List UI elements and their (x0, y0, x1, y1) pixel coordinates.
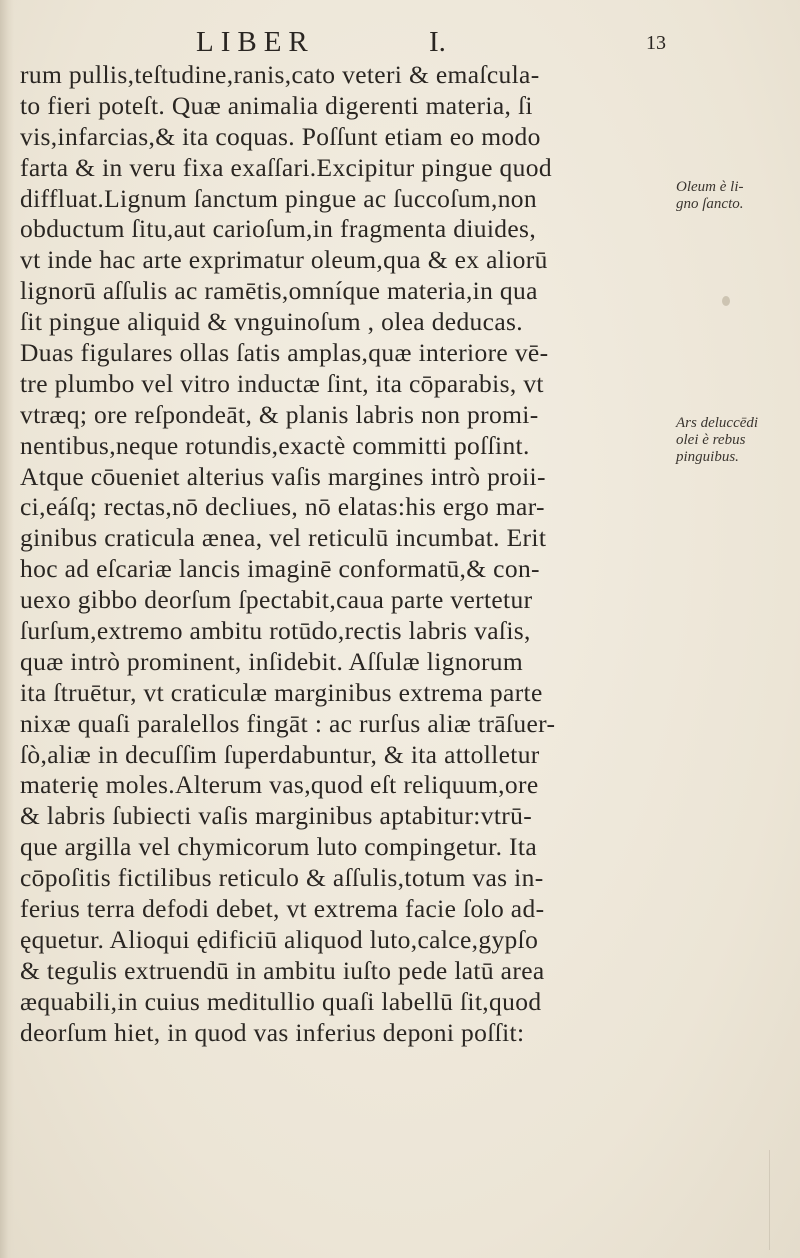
text-line: to fieri poteſt. Quæ animalia digerenti materia, ſi (20, 90, 533, 120)
text-line: tre plumbo vel vitro inductæ ſint, ita cōparabis, vt (20, 368, 544, 398)
text-line: farta & in veru fixa exaſſari.Excipitur pingue quod (20, 152, 552, 182)
text-line: deorſum hiet, in quod vas inferius deponi poſſit: (20, 1017, 525, 1047)
margin-note-line: olei è rebus (676, 432, 746, 448)
text-line: nixæ quaſi paralellos fingāt : ac rurſus aliæ trāſuer- (20, 708, 556, 738)
running-head (196, 26, 666, 62)
text-line: uexo gibbo deorſum ſpectabit,caua parte vertetur (20, 585, 533, 615)
text-line: ſurſum,extremo ambitu rotūdo,rectis labris vaſis, (20, 616, 531, 646)
margin-note (676, 179, 798, 213)
text-line: ſit pingue aliquid & vnguinoſum , olea deducas. (20, 307, 523, 337)
text-line: ginibus craticula ænea, vel reticulū incumbat. Erit (20, 523, 547, 553)
text-line: vt inde hac arte exprimatur oleum,qua & ex aliorū (20, 245, 548, 275)
ink-blot (722, 296, 730, 306)
text-line: æquabili,in cuius meditullio quaſi labellū ſit,quod (20, 986, 542, 1016)
text-line: Duas figulares ollas ſatis amplas,quæ interiore vē- (20, 338, 549, 368)
page-crease (769, 1150, 770, 1250)
margin-note-line: gno ſancto. (676, 196, 744, 212)
text-line: materię moles.Alterum vas,quod eſt reliquum,ore (20, 770, 539, 800)
text-line: cōpoſitis fictilibus reticulo & aſſulis,totum vas in- (20, 863, 544, 893)
binding-shadow (0, 0, 14, 1258)
text-line: lignorū aſſulis ac ramētis,omníque materia,in qua (20, 276, 538, 306)
text-line: ferius terra defodi debet, vt extrema facie ſolo ad- (20, 894, 545, 924)
running-head-title: LIBER (196, 26, 315, 58)
text-line: quæ intrò prominent, inſidebit. Aſſulæ lignorum (20, 646, 524, 676)
text-line: nentibus,neque rotundis,exactè committi poſſint. (20, 430, 530, 460)
text-line: & tegulis extruendū in ambitu iuſto pede latū area (20, 955, 545, 985)
text-line: vtræq; ore reſpondeāt, & planis labris non promi- (20, 399, 539, 429)
text-line: que argilla vel chymicorum luto compingetur. Ita (20, 832, 537, 862)
text-line: rum pullis,teſtudine,ranis,cato veteri & emaſcula- (20, 60, 540, 89)
text-line: obductum ſitu,aut carioſum,in fragmenta diuides, (20, 214, 537, 244)
margin-note-line: Ars deluccēdi (676, 415, 759, 431)
text-line: ita ſtruētur, vt craticulæ marginibus extrema parte (20, 677, 543, 707)
text-line: vis,infarcias,& ita coquas. Poſſunt etiam eo modo (20, 121, 541, 151)
main-text-block (20, 60, 660, 1049)
text-line: diffluat.Lignum ſanctum pingue ac ſuccoſum,non (20, 183, 538, 213)
margin-note-line: pinguibus. (676, 449, 739, 465)
text-line: & labris ſubiecti vaſis marginibus aptabitur:vtrū- (20, 801, 533, 831)
running-head-book-number: I. (429, 26, 446, 58)
text-line: Atque cōueniet alterius vaſis margines intrò proii- (20, 461, 546, 491)
text-line: ęquetur. Alioqui ędificiū aliquod luto,calce,gypſo (20, 924, 539, 954)
text-line: hoc ad eſcariæ lancis imaginē conformatū,& con- (20, 554, 540, 584)
text-line: ci,eáſq; rectas,nō decliues, nō elatas:his ergo mar- (20, 492, 545, 522)
text-line: ſò,aliæ in decuſſim ſuperdabuntur, & ita attolletur (20, 739, 540, 769)
margin-note-line: Oleum è li- (676, 179, 744, 195)
margin-note (676, 415, 798, 466)
page-number: 13 (646, 32, 666, 54)
